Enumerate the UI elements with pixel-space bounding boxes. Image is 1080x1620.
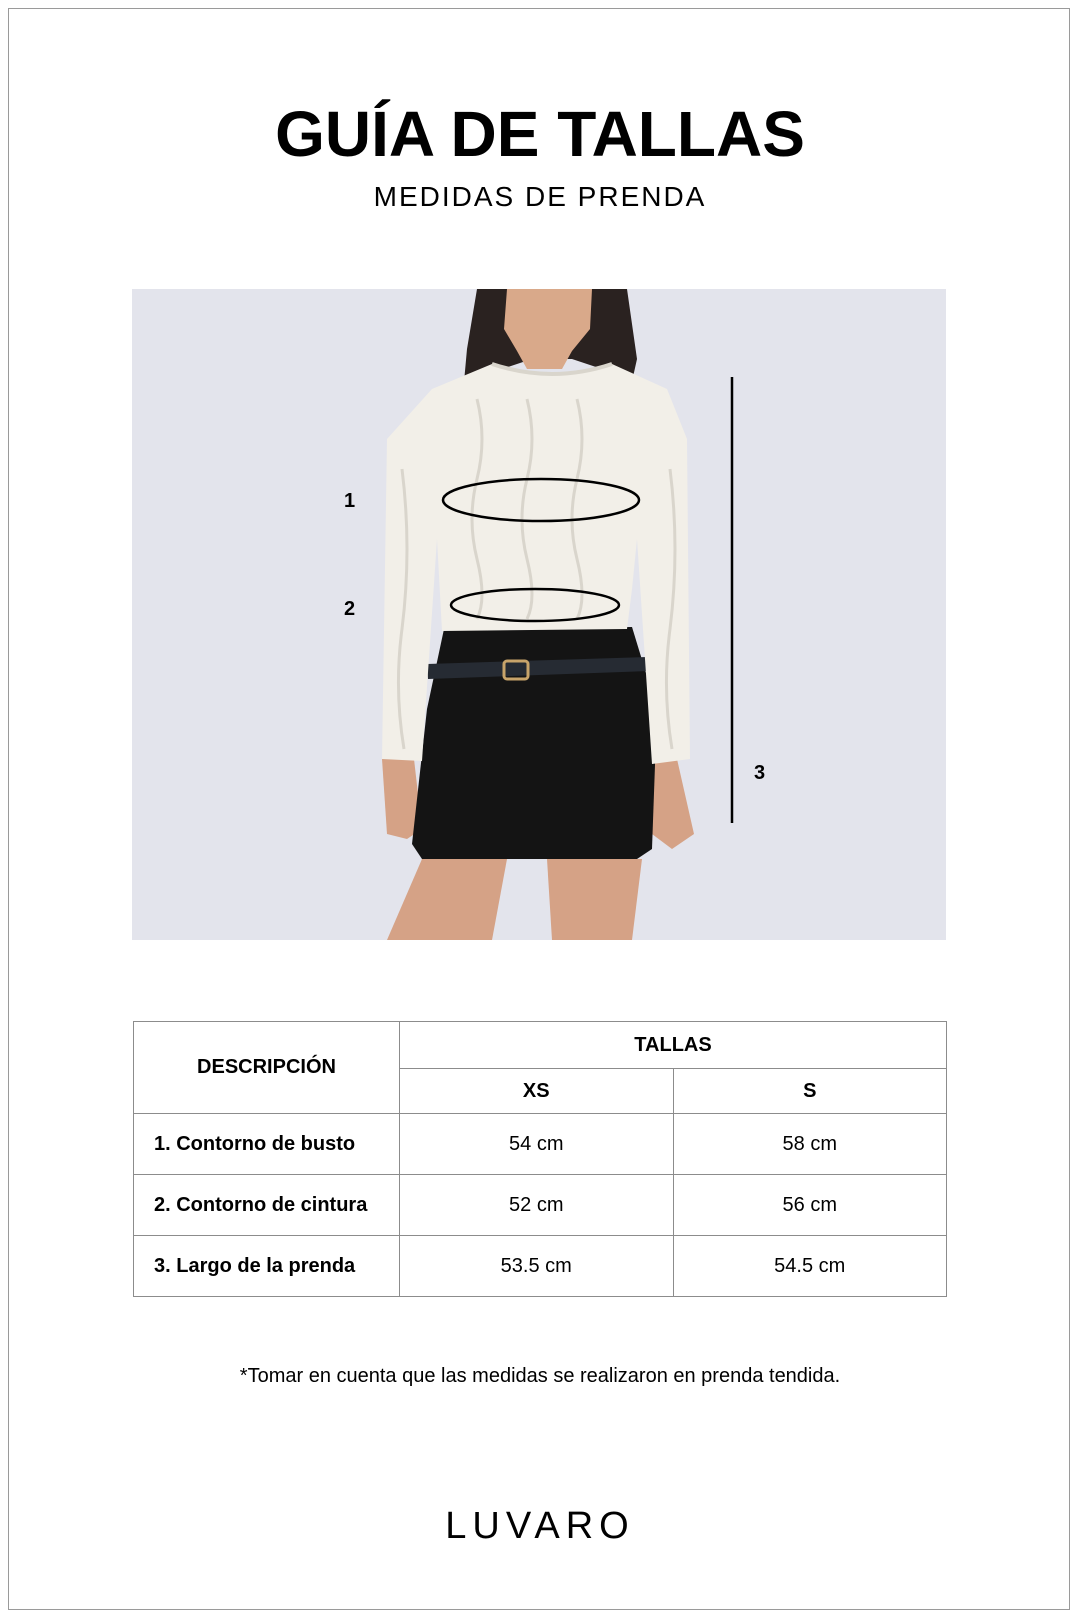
desc-header: DESCRIPCIÓN — [134, 1022, 400, 1114]
marker-2-label: 2 — [344, 598, 356, 620]
marker-1-label: 1 — [344, 490, 356, 512]
model-illustration — [132, 289, 946, 940]
s-value: 54.5 cm — [673, 1236, 947, 1297]
right-leg — [547, 859, 642, 940]
row-description: 1. Contorno de busto — [134, 1114, 400, 1175]
xs-value: 53.5 cm — [400, 1236, 674, 1297]
brand-logo: LUVARO — [445, 1505, 635, 1547]
s-value: 56 cm — [673, 1175, 947, 1236]
size-table — [133, 1021, 947, 1297]
s-value: 58 cm — [673, 1114, 947, 1175]
sizes-group-header: TALLAS — [400, 1022, 947, 1069]
table-row — [134, 1175, 947, 1236]
size-s-header: S — [673, 1069, 947, 1114]
measurement-note: *Tomar en cuenta que las medidas se realizaron en prenda tendida. — [239, 1365, 841, 1387]
row-description: 3. Largo de la prenda — [134, 1236, 400, 1297]
page-subtitle: MEDIDAS DE PRENDA — [373, 181, 707, 212]
marker-3-label: 3 — [754, 762, 766, 784]
xs-value: 54 cm — [400, 1114, 674, 1175]
model-photo — [132, 289, 946, 940]
size-xs-header: XS — [400, 1069, 674, 1114]
page-title: GUÍA DE TALLAS — [275, 98, 805, 170]
table-row — [134, 1114, 947, 1175]
row-description: 2. Contorno de cintura — [134, 1175, 400, 1236]
table-row — [134, 1236, 947, 1297]
xs-value: 52 cm — [400, 1175, 674, 1236]
